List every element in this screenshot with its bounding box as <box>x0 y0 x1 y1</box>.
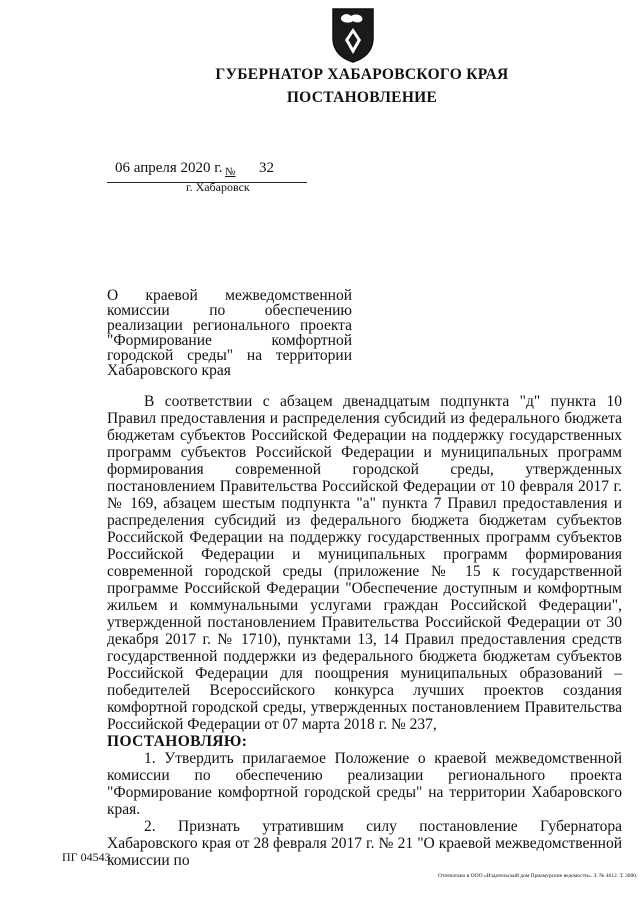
item-1-paragraph: 1. Утвердить прилагаемое Положение о краевой межведомственной комиссии по обеспечению реализации регионального проекта "Формирование комфортной городской среды" на территории Хабаровского края. <box>107 750 622 818</box>
document-date: 06 апреля 2020 г. <box>115 160 223 176</box>
document-type-title: ПОСТАНОВЛЕНИЕ <box>286 89 438 106</box>
document-subject: О краевой межведомственной комиссии по обеспечению реализации регионального проекта "Формирование комфортной городской среды" на территории Хабаровского края <box>107 287 352 379</box>
number-sign: № <box>225 166 236 178</box>
document-body <box>107 393 622 869</box>
preamble-paragraph: В соответствии с абзацем двенадцатым подпункта "д" пункта 10 Правил предоставления и распределения субсидий из федерального бюджета бюджетам субъектов Российской Федерации на поддержку государственных программ субъектов Российской Федерации и муниципальных программ формирования современной городской среды, утвержденных постановлением Правительства Российской Федерации от 10 февраля 2017 г. № 169, абзацем шестым подпункта "а" пункта 7 Правил предоставления и распределения субсидий из федерального бюджета бюджетам субъектов Российской Федерации на поддержку государственных программ субъектов Российской Федерации и муниципальных программ формирования современной городской среды (приложение № 15 к государственной программе Российской Федерации "Обеспечение доступным и комфортным жильем и коммунальными услугами граждан Российской Федерации", утвержденной постановлением Правительства Российской Федерации от 30 декабря 2017 г. № 1710), пунктами 13, 14 Правил предоставления средств государственной поддержки из федерального бюджета бюджетам субъектов Российской Федерации для поощрения муниципальных образований – победителей Всероссийского конкурса лучших проектов создания комфортной городской среды, утвержденных постановлением Правительства Российской Федерации от 07 марта 2018 г. № 237, <box>107 393 622 733</box>
coat-of-arms-icon <box>330 6 376 64</box>
document-number: 32 <box>259 160 274 176</box>
document-code: ПГ 04543 <box>62 850 111 864</box>
item-2-paragraph: 2. Признать утратившим силу постановление Губернатора Хабаровского края от 28 февраля 2017 г. № 21 "О краевой межведомственной комиссии по <box>107 818 622 869</box>
organization-title: ГУБЕРНАТОР ХАБАРОВСКОГО КРАЯ <box>215 66 509 83</box>
document-city: г. Хабаровск <box>186 180 250 194</box>
decree-word: ПОСТАНОВЛЯЮ: <box>107 733 248 750</box>
print-note: Отпечатано в ООО «Издательский дом Приамурские ведомости». З. № 4612. Т. 3000. <box>438 873 638 879</box>
